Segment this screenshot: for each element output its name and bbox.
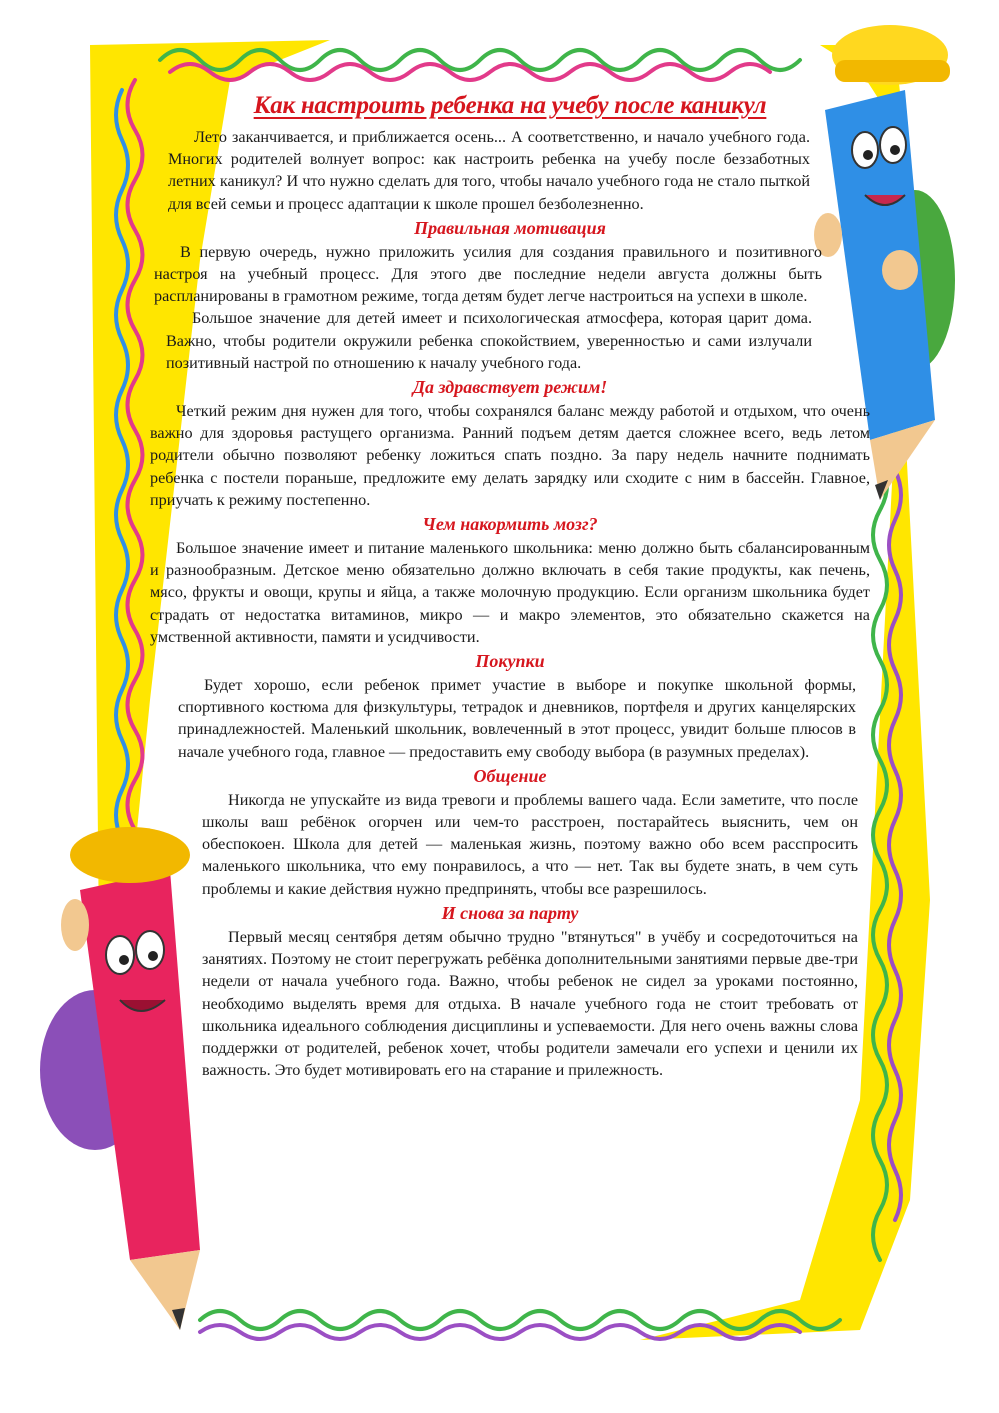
paragraph-regime: Четкий режим дня нужен для того, чтобы сохранялся баланс между работой и отдыхом, что очень важно для здоровья растущего организма. Ранний подъем детям дается сложнее всего, ведь летом родители обычно позволяют ребенку ложиться спать поздно. За пару недель начните поднимать ребенка с постели пораньше, предложите ему делать зарядку или сходите с ним в бассейн. Главное, приучать к режиму постепенно.: [150, 402, 870, 509]
paragraph-back-to-desk: Первый месяц сентября детям обычно трудно "втянуться" в учёбу и сосредоточиться на занятиях. Поэтому не стоит перегружать ребёнка дополнительными занятиями первые две-три недели от начала учебного года. Важно, чтобы ребенок не сидел за уроками постоянно, необходимо выделять время для отдыха. В начале учебного года не стоит требовать от школьника идеального соблюдения дисциплины и успеваемости. Для него очень важны слова поддержки от родителей, ребенок хочет, чтобы родители замечали его успехи и ценили их важность. Это будет мотивировать его на старание и прилежность.: [202, 927, 858, 1080]
page-title: Как настроить ребенка на учебу после каникул: [253, 92, 767, 119]
intro-paragraph: Лето заканчивается, и приближается осень... А соответственно, и начало учебного года. Многих родителей волнует вопрос: как настроить ребенка на учебу после беззаботных летних каникул? И что нужно сделать для того, чтобы начало учебного года не стало пыткой для всей семьи и процесс адаптации к школе прошел безболезненно.: [168, 128, 810, 213]
article: [150, 92, 870, 1307]
section-heading-motivation: Правильная мотивация: [414, 217, 606, 238]
section-heading-back-to-desk: И снова за парту: [441, 902, 579, 923]
paragraph-motivation-1: В первую очередь, нужно приложить усилия для создания правильного и позитивного настроя на учебный процесс. Для этого две последние недели августа должны быть распланированы в грамотном режиме, тогда детям будет легче настроиться на успехи в школе.: [154, 242, 822, 306]
section-heading-regime: Да здравствует режим!: [412, 377, 608, 398]
section-heading-shopping: Покупки: [475, 651, 545, 672]
paragraph-food: Большое значение имеет и питание маленького школьника: меню должно быть сбалансированным и разнообразным. Детское меню обязательно должно включать в себя такие продукты, как печень, мясо, фрукты и овощи, крупы и яйца, а также молочную продукцию. Если организм школьника будет страдать от недостатка витаминов, микро — и макро элементов, это обязательно скажется на умственной активности, памяти и усидчивости.: [150, 539, 870, 646]
paragraph-shopping: Будет хорошо, если ребенок примет участие в выборе и покупке школьной формы, спортивного костюма для физкультуры, тетрадок и дневников, портфеля и других канцелярских принадлежностей. Маленький школьник, вовлеченный в этот процесс, увидит больше плюсов в начале учебного года, главное — предоставить ему свободу выбора (в разумных пределах).: [178, 676, 856, 761]
paragraph-motivation-2: Большое значение для детей имеет и психологическая атмосфера, которая царит дома. Важно, чтобы родители окружили ребенка спокойствием, уверенностью и сами излучали позитивный настрой по отношению к началу учебного года.: [166, 309, 812, 372]
section-heading-food: Чем накормить мозг?: [422, 514, 598, 535]
section-heading-communication: Общение: [473, 765, 547, 786]
paragraph-communication: Никогда не упускайте из вида тревоги и проблемы вашего чада. Если заметите, что после школы ваш ребёнок огорчен или чем-то расстроен, постарайтесь выяснить, чем он обеспокоен. Школа для детей — маленькая жизнь, поэтому важно обо всем расспросить маленького школьника, что ему понравилось, а что — нет. Так вы будете знать, в чем суть проблемы и какие действия нужно предпринять, чтобы все разрешилось.: [202, 790, 858, 898]
